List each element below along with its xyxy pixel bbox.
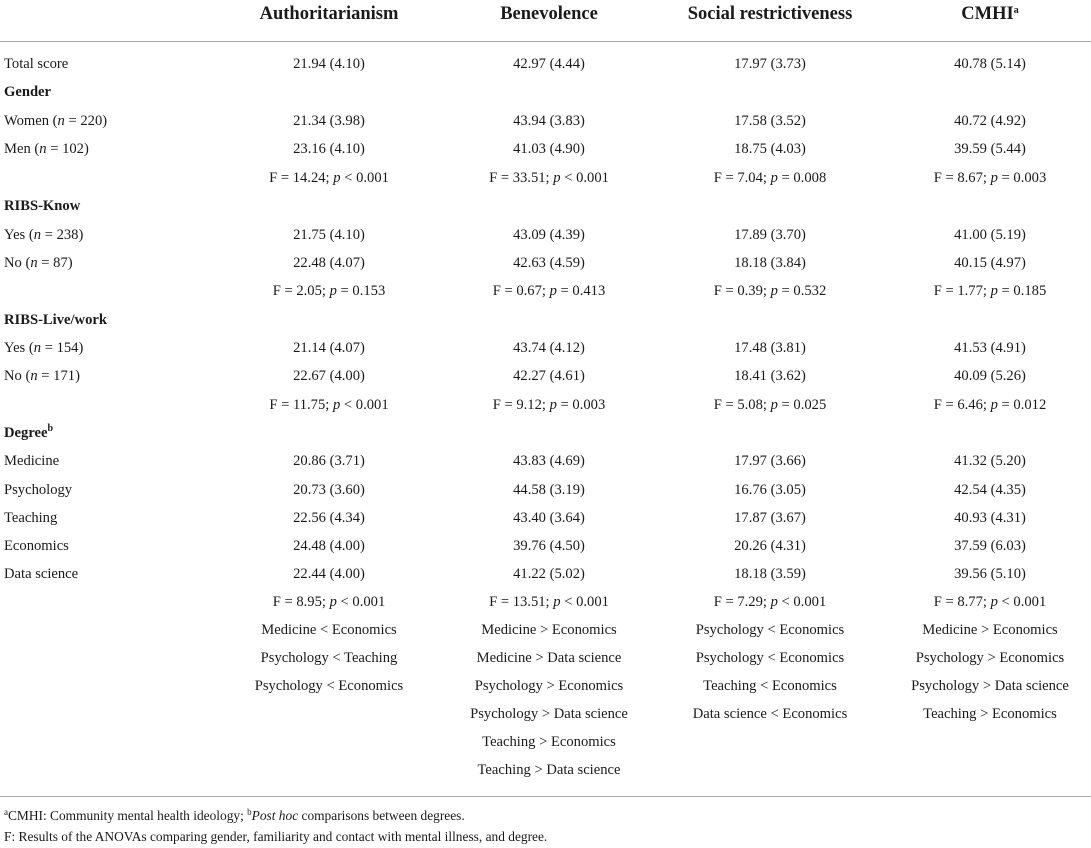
table-row xyxy=(0,107,1091,135)
row-label-pre: Yes ( xyxy=(4,340,34,356)
row-label-sup: b xyxy=(47,423,54,434)
f-stat-authoritarianism xyxy=(229,164,429,192)
f-stat-cmhi xyxy=(890,588,1090,616)
posthoc-benevolence: Teaching > Economics xyxy=(482,734,616,750)
f-stat-social-restrictiveness xyxy=(655,588,885,616)
table-row xyxy=(0,504,1091,532)
f-stat-post: < 0.001 xyxy=(336,594,386,610)
table-row xyxy=(0,192,1091,220)
cell-social-restrictiveness: 17.48 (3.81) xyxy=(734,340,806,356)
f-stat-social-restrictiveness xyxy=(655,277,885,305)
cell-authoritarianism: 22.67 (4.00) xyxy=(293,368,365,384)
row-label-n: n xyxy=(33,227,42,243)
row-label xyxy=(4,334,83,362)
f-stat-benevolence xyxy=(444,164,654,192)
cell-social-restrictiveness: 18.18 (3.59) xyxy=(734,566,806,582)
row-label-pre: Women ( xyxy=(4,113,58,129)
posthoc-benevolence: Teaching > Data science xyxy=(477,762,621,778)
posthoc-authoritarianism: Medicine < Economics xyxy=(261,622,397,638)
row-label: Gender xyxy=(4,84,52,100)
cell-benevolence: 43.74 (4.12) xyxy=(513,340,585,356)
cell-social-restrictiveness: 17.97 (3.73) xyxy=(734,56,806,72)
posthoc-benevolence: Psychology > Economics xyxy=(474,678,624,694)
f-stat-benevolence xyxy=(444,588,654,616)
f-stat-post: = 0.008 xyxy=(777,170,827,186)
footnote-a-marker: a xyxy=(4,807,8,817)
cell-authoritarianism: 22.48 (4.07) xyxy=(293,255,365,271)
f-stat-pre: F = 2.05; xyxy=(272,283,330,299)
table-row xyxy=(0,391,1091,419)
header-cmhi xyxy=(890,0,1090,28)
table-row xyxy=(0,419,1091,447)
cell-social-restrictiveness: 17.89 (3.70) xyxy=(734,227,806,243)
footer-rule xyxy=(0,796,1091,797)
row-label xyxy=(4,107,107,135)
f-stat-pre: F = 11.75; xyxy=(269,397,333,413)
f-stat-cmhi xyxy=(890,164,1090,192)
row-label-pre: Men ( xyxy=(4,141,40,157)
row-label-n: n xyxy=(33,340,42,356)
row-label-post: = 238) xyxy=(41,227,84,243)
f-stat-p: p xyxy=(332,397,341,413)
f-stat-p: p xyxy=(990,170,998,186)
row-label-post: = 102) xyxy=(46,141,89,157)
row-label: Psychology xyxy=(4,482,73,498)
f-stat-pre: F = 8.95; xyxy=(272,594,330,610)
f-stat-post: < 0.001 xyxy=(340,397,389,413)
f-stat-pre: F = 5.08; xyxy=(713,397,771,413)
cell-benevolence: 39.76 (4.50) xyxy=(513,538,585,554)
cell-social-restrictiveness: 18.75 (4.03) xyxy=(734,141,806,157)
f-stat-p: p xyxy=(549,397,557,413)
cell-authoritarianism: 21.34 (3.98) xyxy=(293,113,365,129)
header-cmhi-label: CMHI xyxy=(961,4,1014,24)
header-rule xyxy=(0,41,1091,42)
cell-cmhi: 40.78 (5.14) xyxy=(954,56,1026,72)
f-stat-post: = 0.012 xyxy=(997,397,1047,413)
cell-authoritarianism: 22.44 (4.00) xyxy=(293,566,365,582)
cell-social-restrictiveness: 20.26 (4.31) xyxy=(734,538,806,554)
f-stat-pre: F = 8.77; xyxy=(933,594,991,610)
f-stat-p: p xyxy=(770,594,778,610)
row-label-post: = 171) xyxy=(37,368,80,384)
header-authoritarianism: Authoritarianism xyxy=(259,4,399,24)
f-stat-p: p xyxy=(553,170,561,186)
f-stat-pre: F = 7.29; xyxy=(713,594,771,610)
cell-benevolence: 43.94 (3.83) xyxy=(513,113,585,129)
f-stat-p: p xyxy=(333,170,341,186)
f-stat-pre: F = 33.51; xyxy=(489,170,554,186)
cell-authoritarianism: 21.14 (4.07) xyxy=(293,340,365,356)
row-label-n: n xyxy=(30,255,38,271)
cell-cmhi: 37.59 (6.03) xyxy=(954,538,1026,554)
cell-social-restrictiveness: 18.18 (3.84) xyxy=(734,255,806,271)
row-label xyxy=(4,419,53,447)
f-stat-authoritarianism xyxy=(229,391,429,419)
f-stat-p: p xyxy=(770,170,778,186)
cell-benevolence: 42.27 (4.61) xyxy=(513,368,585,384)
table-row xyxy=(0,476,1091,504)
cell-cmhi: 39.59 (5.44) xyxy=(954,141,1026,157)
cell-benevolence: 41.22 (5.02) xyxy=(513,566,585,582)
table-row xyxy=(0,249,1091,277)
table-row xyxy=(0,560,1091,588)
table-row xyxy=(0,221,1091,249)
cell-benevolence: 42.63 (4.59) xyxy=(513,255,585,271)
row-label-pre: Yes ( xyxy=(4,227,34,243)
f-stat-pre: F = 6.46; xyxy=(933,397,991,413)
row-label xyxy=(4,135,89,163)
f-stat-post: = 0.025 xyxy=(777,397,827,413)
f-stat-pre: F = 8.67; xyxy=(933,170,991,186)
footnote-a-b xyxy=(4,805,465,827)
f-stat-benevolence xyxy=(444,391,654,419)
cell-social-restrictiveness: 17.97 (3.66) xyxy=(734,453,806,469)
cell-social-restrictiveness: 16.76 (3.05) xyxy=(734,482,806,498)
table-row xyxy=(0,362,1091,390)
cell-benevolence: 43.83 (4.69) xyxy=(513,453,585,469)
footnote-b-text: comparisons between degrees. xyxy=(298,808,465,823)
row-label: Data science xyxy=(4,566,79,582)
table-row xyxy=(0,277,1091,305)
table-row xyxy=(0,588,1091,616)
f-stat-p: p xyxy=(990,283,998,299)
cell-social-restrictiveness: 17.58 (3.52) xyxy=(734,113,806,129)
cell-cmhi: 41.53 (4.91) xyxy=(954,340,1026,356)
f-stat-p: p xyxy=(329,283,337,299)
cell-authoritarianism: 22.56 (4.34) xyxy=(293,510,365,526)
table-row xyxy=(0,306,1091,334)
row-label-post: = 220) xyxy=(64,113,108,129)
f-stat-pre: F = 13.51; xyxy=(489,594,554,610)
posthoc-benevolence: Medicine > Data science xyxy=(476,650,622,666)
f-stat-post: = 0.153 xyxy=(336,283,386,299)
table-row xyxy=(0,334,1091,362)
posthoc-social-restrictiveness: Teaching < Economics xyxy=(703,678,837,694)
posthoc-cmhi: Psychology > Data science xyxy=(911,678,1069,694)
f-stat-authoritarianism xyxy=(229,588,429,616)
row-label-pre: No ( xyxy=(4,368,31,384)
f-stat-post: = 0.532 xyxy=(777,283,827,299)
f-stat-pre: F = 0.39; xyxy=(713,283,771,299)
posthoc-benevolence: Medicine > Economics xyxy=(481,622,617,638)
f-stat-p: p xyxy=(549,283,557,299)
cell-authoritarianism: 23.16 (4.10) xyxy=(293,141,365,157)
posthoc-cmhi: Medicine > Economics xyxy=(922,622,1058,638)
row-label-pre: No ( xyxy=(4,255,31,271)
cell-benevolence: 42.97 (4.44) xyxy=(513,56,585,72)
f-stat-social-restrictiveness xyxy=(655,164,885,192)
posthoc-authoritarianism: Psychology < Teaching xyxy=(260,650,398,666)
row-label-post: = 154) xyxy=(41,340,84,356)
f-stat-social-restrictiveness xyxy=(655,391,885,419)
header-social-restrictiveness: Social restrictiveness xyxy=(687,4,853,24)
posthoc-cmhi: Teaching > Economics xyxy=(923,706,1057,722)
cell-benevolence: 44.58 (3.19) xyxy=(513,482,585,498)
cell-cmhi: 42.54 (4.35) xyxy=(954,482,1026,498)
f-stat-post: = 0.185 xyxy=(997,283,1047,299)
f-stat-pre: F = 0.67; xyxy=(492,283,550,299)
f-stat-pre: F = 7.04; xyxy=(713,170,771,186)
f-stat-p: p xyxy=(329,594,337,610)
cell-social-restrictiveness: 17.87 (3.67) xyxy=(734,510,806,526)
f-stat-cmhi xyxy=(890,277,1090,305)
f-stat-benevolence xyxy=(444,277,654,305)
f-stat-p: p xyxy=(990,397,998,413)
cell-social-restrictiveness: 18.41 (3.62) xyxy=(734,368,806,384)
f-stat-p: p xyxy=(553,594,561,610)
cell-cmhi: 41.00 (5.19) xyxy=(954,227,1026,243)
row-label-n: n xyxy=(39,141,47,157)
f-stat-post: < 0.001 xyxy=(777,594,827,610)
cell-authoritarianism: 21.94 (4.10) xyxy=(293,56,365,72)
f-stat-p: p xyxy=(770,283,778,299)
f-stat-pre: F = 14.24; xyxy=(269,170,334,186)
row-label: Medicine xyxy=(4,453,60,469)
cell-benevolence: 41.03 (4.90) xyxy=(513,141,585,157)
cell-authoritarianism: 21.75 (4.10) xyxy=(293,227,365,243)
f-stat-post: = 0.003 xyxy=(997,170,1047,186)
posthoc-authoritarianism: Psychology < Economics xyxy=(254,678,404,694)
row-label xyxy=(4,362,80,390)
footnote-f: F: Results of the ANOVAs comparing gender, familiarity and contact with mental illness, and degree. xyxy=(4,829,548,844)
row-label-post: = 87) xyxy=(37,255,73,271)
cell-cmhi: 40.15 (4.97) xyxy=(954,255,1026,271)
f-stat-pre: F = 1.77; xyxy=(933,283,991,299)
posthoc-social-restrictiveness: Psychology < Economics xyxy=(695,650,845,666)
row-label: RIBS-Know xyxy=(4,198,81,214)
cell-authoritarianism: 24.48 (4.00) xyxy=(293,538,365,554)
table-row xyxy=(0,135,1091,163)
row-label-n: n xyxy=(30,368,38,384)
cell-benevolence: 43.40 (3.64) xyxy=(513,510,585,526)
f-stat-cmhi xyxy=(890,391,1090,419)
f-stat-post: < 0.001 xyxy=(560,170,609,186)
f-stat-post: = 0.413 xyxy=(556,283,606,299)
posthoc-benevolence: Psychology > Data science xyxy=(470,706,628,722)
footnote-a-text: CMHI: Community mental health ideology; xyxy=(8,808,248,823)
table-row xyxy=(0,447,1091,475)
row-label xyxy=(4,249,73,277)
cell-cmhi: 39.56 (5.10) xyxy=(954,566,1026,582)
table-row xyxy=(0,532,1091,560)
f-stat-authoritarianism xyxy=(229,277,429,305)
table-row xyxy=(0,164,1091,192)
cell-authoritarianism: 20.73 (3.60) xyxy=(293,482,365,498)
row-label: Economics xyxy=(4,538,69,554)
f-stat-post: < 0.001 xyxy=(340,170,389,186)
row-label-n: n xyxy=(57,113,65,129)
footnote-b-marker: b xyxy=(247,807,252,817)
posthoc-cmhi: Psychology > Economics xyxy=(915,650,1065,666)
row-label-text: Degree xyxy=(4,425,48,441)
row-label xyxy=(4,221,83,249)
cell-authoritarianism: 20.86 (3.71) xyxy=(293,453,365,469)
f-stat-pre: F = 9.12; xyxy=(492,397,550,413)
f-stat-post: = 0.003 xyxy=(556,397,606,413)
table-row xyxy=(0,78,1091,106)
row-label: RIBS-Live/work xyxy=(4,312,107,328)
posthoc-social-restrictiveness: Data science < Economics xyxy=(692,706,848,722)
row-label: Total score xyxy=(4,56,69,72)
f-stat-p: p xyxy=(770,397,778,413)
f-stat-post: < 0.001 xyxy=(560,594,609,610)
cell-benevolence: 43.09 (4.39) xyxy=(513,227,585,243)
f-stat-p: p xyxy=(990,594,998,610)
footnote-b-italic: Post hoc xyxy=(251,808,299,823)
cell-cmhi: 40.93 (4.31) xyxy=(954,510,1026,526)
header-benevolence: Benevolence xyxy=(500,4,598,24)
cell-cmhi: 40.72 (4.92) xyxy=(954,113,1026,129)
cell-cmhi: 40.09 (5.26) xyxy=(954,368,1026,384)
header-cmhi-sup: a xyxy=(1013,5,1019,16)
table-row xyxy=(0,50,1091,78)
row-label: Teaching xyxy=(4,510,58,526)
posthoc-social-restrictiveness: Psychology < Economics xyxy=(695,622,845,638)
f-stat-post: < 0.001 xyxy=(997,594,1047,610)
cell-cmhi: 41.32 (5.20) xyxy=(954,453,1026,469)
